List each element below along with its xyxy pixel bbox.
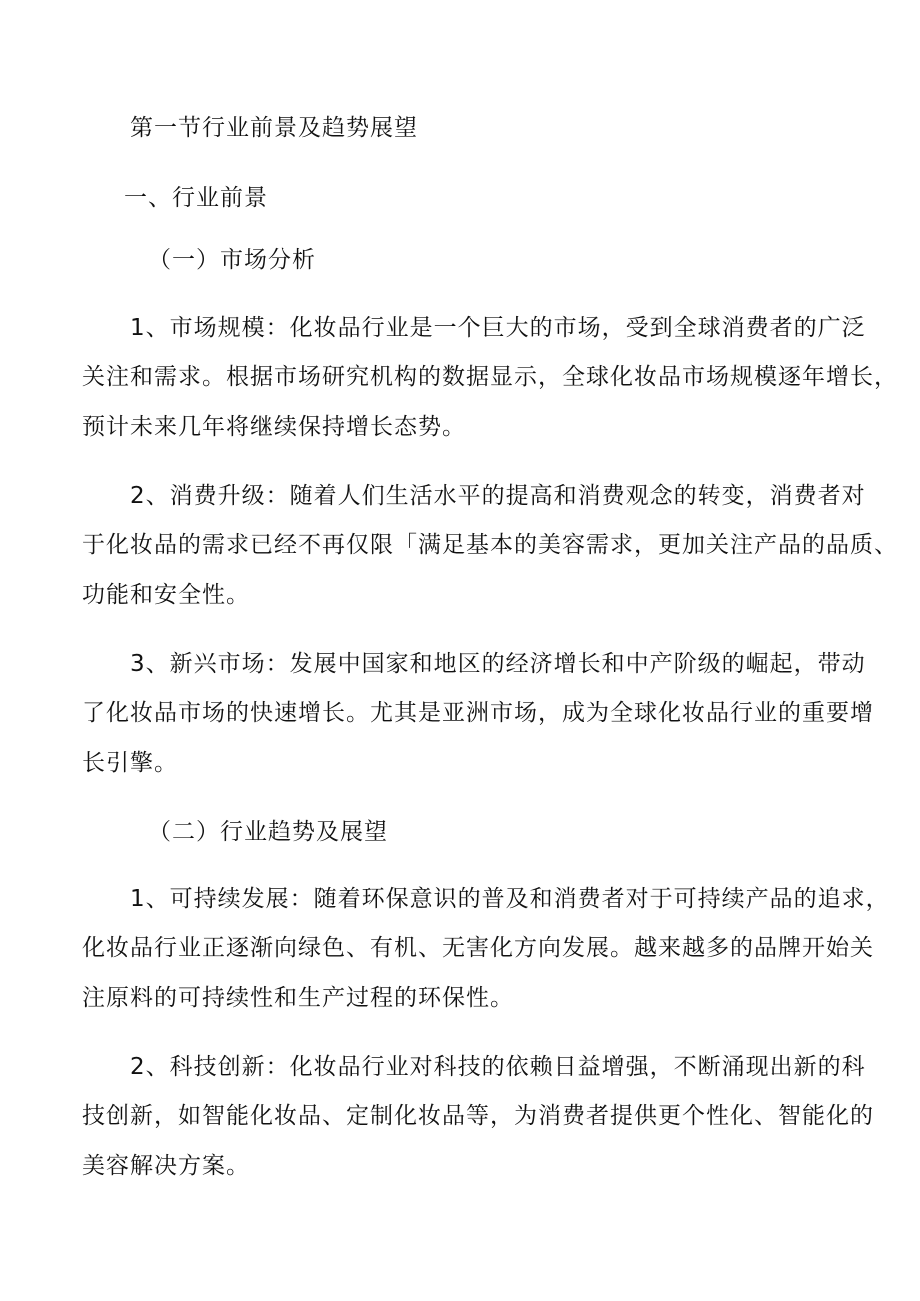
paragraph-line: 预计未来几年将继续保持增长态势。 (82, 414, 466, 440)
paragraph-line: 功能和安全性。 (82, 582, 250, 608)
paragraph-line: 3、新兴市场：发展中国家和地区的经济增长和中产阶级的崛起，带动 (130, 651, 866, 677)
paragraph-line: 1、市场规模：化妆品行业是一个巨大的市场，受到全球消费者的广泛 (130, 315, 866, 341)
paragraph-line: 技创新，如智能化妆品、定制化妆品等，为消费者提供更个性化、智能化的 (82, 1103, 874, 1129)
paragraph-line: 2、消费升级：随着人们生活水平的提高和消费观念的转变，消费者对 (130, 483, 866, 509)
paragraph-line: 了化妆品市场的快速增长。尤其是亚洲市场，成为全球化妆品行业的重要增 (82, 700, 874, 726)
paragraph-line: 关注和需求。根据市场研究机构的数据显示，全球化妆品市场规模逐年增长， (82, 364, 898, 390)
paragraph-line: 注原料的可持续性和生产过程的环保性。 (82, 985, 514, 1011)
subheading-industry-trends: （二）行业趋势及展望 (148, 819, 388, 845)
paragraph-line: 化妆品行业正逐渐向绿色、有机、无害化方向发展。越来越多的品牌开始关 (82, 935, 874, 961)
paragraph-line: 美容解决方案。 (82, 1153, 250, 1179)
paragraph-line: 1、可持续发展：随着环保意识的普及和消费者对于可持续产品的追求， (130, 886, 890, 912)
paragraph-line: 2、科技创新：化妆品行业对科技的依赖日益增强，不断涌现出新的科 (130, 1054, 866, 1080)
heading-industry-outlook: 一、行业前景 (124, 185, 268, 211)
paragraph-line: 长引擎。 (82, 750, 178, 776)
section-title: 第一节行业前景及趋势展望 (130, 115, 418, 141)
paragraph-line: 于化妆品的需求已经不再仅限「满足基本的美容需求，更加关注产品的品质、 (82, 532, 898, 558)
subheading-market-analysis: （一）市场分析 (148, 247, 316, 273)
